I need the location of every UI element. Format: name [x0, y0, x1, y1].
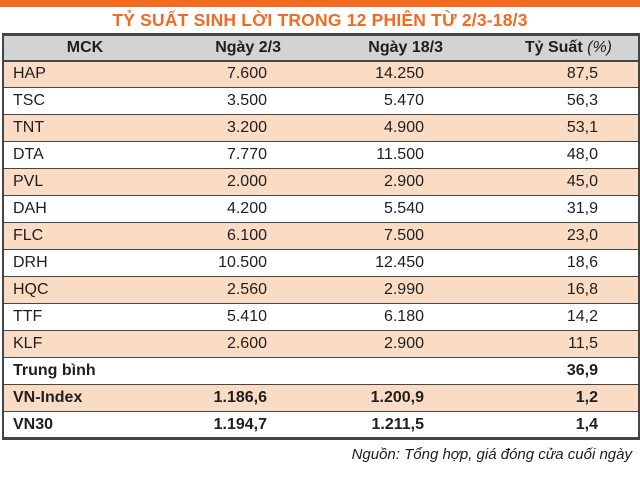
cell-price-day2: 2.900 [301, 331, 456, 358]
cell-ticker: HQC [3, 277, 166, 304]
cell-rate: 53,1 [456, 115, 639, 142]
cell-ticker: PVL [3, 169, 166, 196]
cell-ticker: DAH [3, 196, 166, 223]
table-row-vn30 [3, 412, 639, 439]
table-row [3, 277, 639, 304]
table-row [3, 115, 639, 142]
cell-price-day1: 6.100 [166, 223, 301, 250]
cell-rate: 87,5 [456, 61, 639, 88]
cell-ticker: FLC [3, 223, 166, 250]
cell-price-day2: 1.211,5 [301, 412, 456, 439]
cell-price-day1: 5.410 [166, 304, 301, 331]
cell-rate: 14,2 [456, 304, 639, 331]
cell-rate: 31,9 [456, 196, 639, 223]
cell-ticker: KLF [3, 331, 166, 358]
cell-ticker: DTA [3, 142, 166, 169]
table-row [3, 88, 639, 115]
column-header-rate-label: Tỷ Suất [524, 38, 583, 56]
cell-price-day1 [166, 358, 301, 385]
cell-rate: 16,8 [456, 277, 639, 304]
column-header-rate-unit: (%) [587, 38, 612, 56]
cell-ticker: TSC [3, 88, 166, 115]
cell-price-day2: 5.470 [301, 88, 456, 115]
source-note: Nguồn: Tổng hợp, giá đóng cửa cuối ngày [351, 446, 632, 463]
cell-price-day1: 3.500 [166, 88, 301, 115]
cell-rate: 11,5 [456, 331, 639, 358]
table-row [3, 304, 639, 331]
table-row [3, 169, 639, 196]
table-row [3, 61, 639, 88]
cell-price-day2: 6.180 [301, 304, 456, 331]
cell-price-day2: 2.900 [301, 169, 456, 196]
cell-price-day2 [301, 358, 456, 385]
table-row [3, 223, 639, 250]
cell-rate: 36,9 [456, 358, 639, 385]
cell-ticker: Trung bình [3, 358, 166, 385]
cell-price-day2: 2.990 [301, 277, 456, 304]
cell-rate: 45,0 [456, 169, 639, 196]
cell-ticker: TNT [3, 115, 166, 142]
cell-rate: 1,4 [456, 412, 639, 439]
cell-ticker: DRH [3, 250, 166, 277]
cell-price-day1: 2.600 [166, 331, 301, 358]
cell-price-day1: 7.600 [166, 61, 301, 88]
cell-price-day1: 10.500 [166, 250, 301, 277]
table-row-average [3, 358, 639, 385]
cell-ticker: VN30 [3, 412, 166, 439]
table-body [3, 61, 639, 439]
cell-rate: 56,3 [456, 88, 639, 115]
cell-ticker: VN-Index [3, 385, 166, 412]
top-accent-bar [0, 0, 640, 7]
column-header-day1: Ngày 2/3 [166, 35, 301, 61]
cell-price-day2: 11.500 [301, 142, 456, 169]
cell-rate: 18,6 [456, 250, 639, 277]
cell-price-day1: 2.000 [166, 169, 301, 196]
cell-rate: 48,0 [456, 142, 639, 169]
returns-table [2, 33, 640, 440]
header-row [3, 35, 639, 61]
table-row [3, 196, 639, 223]
cell-price-day2: 5.540 [301, 196, 456, 223]
table-header [3, 35, 639, 61]
cell-price-day2: 12.450 [301, 250, 456, 277]
chart-title: TỶ SUẤT SINH LỜI TRONG 12 PHIÊN TỪ 2/3-18/3 [112, 10, 528, 30]
table-row [3, 250, 639, 277]
cell-price-day1: 1.186,6 [166, 385, 301, 412]
cell-price-day2: 4.900 [301, 115, 456, 142]
cell-ticker: TTF [3, 304, 166, 331]
cell-price-day2: 1.200,9 [301, 385, 456, 412]
column-header-rate [456, 35, 639, 61]
cell-rate: 1,2 [456, 385, 639, 412]
cell-price-day1: 2.560 [166, 277, 301, 304]
table-row [3, 142, 639, 169]
table-row-vnindex [3, 385, 639, 412]
cell-price-day2: 7.500 [301, 223, 456, 250]
column-header-mck: MCK [3, 35, 166, 61]
cell-price-day1: 3.200 [166, 115, 301, 142]
cell-price-day1: 1.194,7 [166, 412, 301, 439]
cell-rate: 23,0 [456, 223, 639, 250]
column-header-day2: Ngày 18/3 [301, 35, 456, 61]
cell-price-day1: 7.770 [166, 142, 301, 169]
cell-ticker: HAP [3, 61, 166, 88]
cell-price-day2: 14.250 [301, 61, 456, 88]
cell-price-day1: 4.200 [166, 196, 301, 223]
table-row [3, 331, 639, 358]
